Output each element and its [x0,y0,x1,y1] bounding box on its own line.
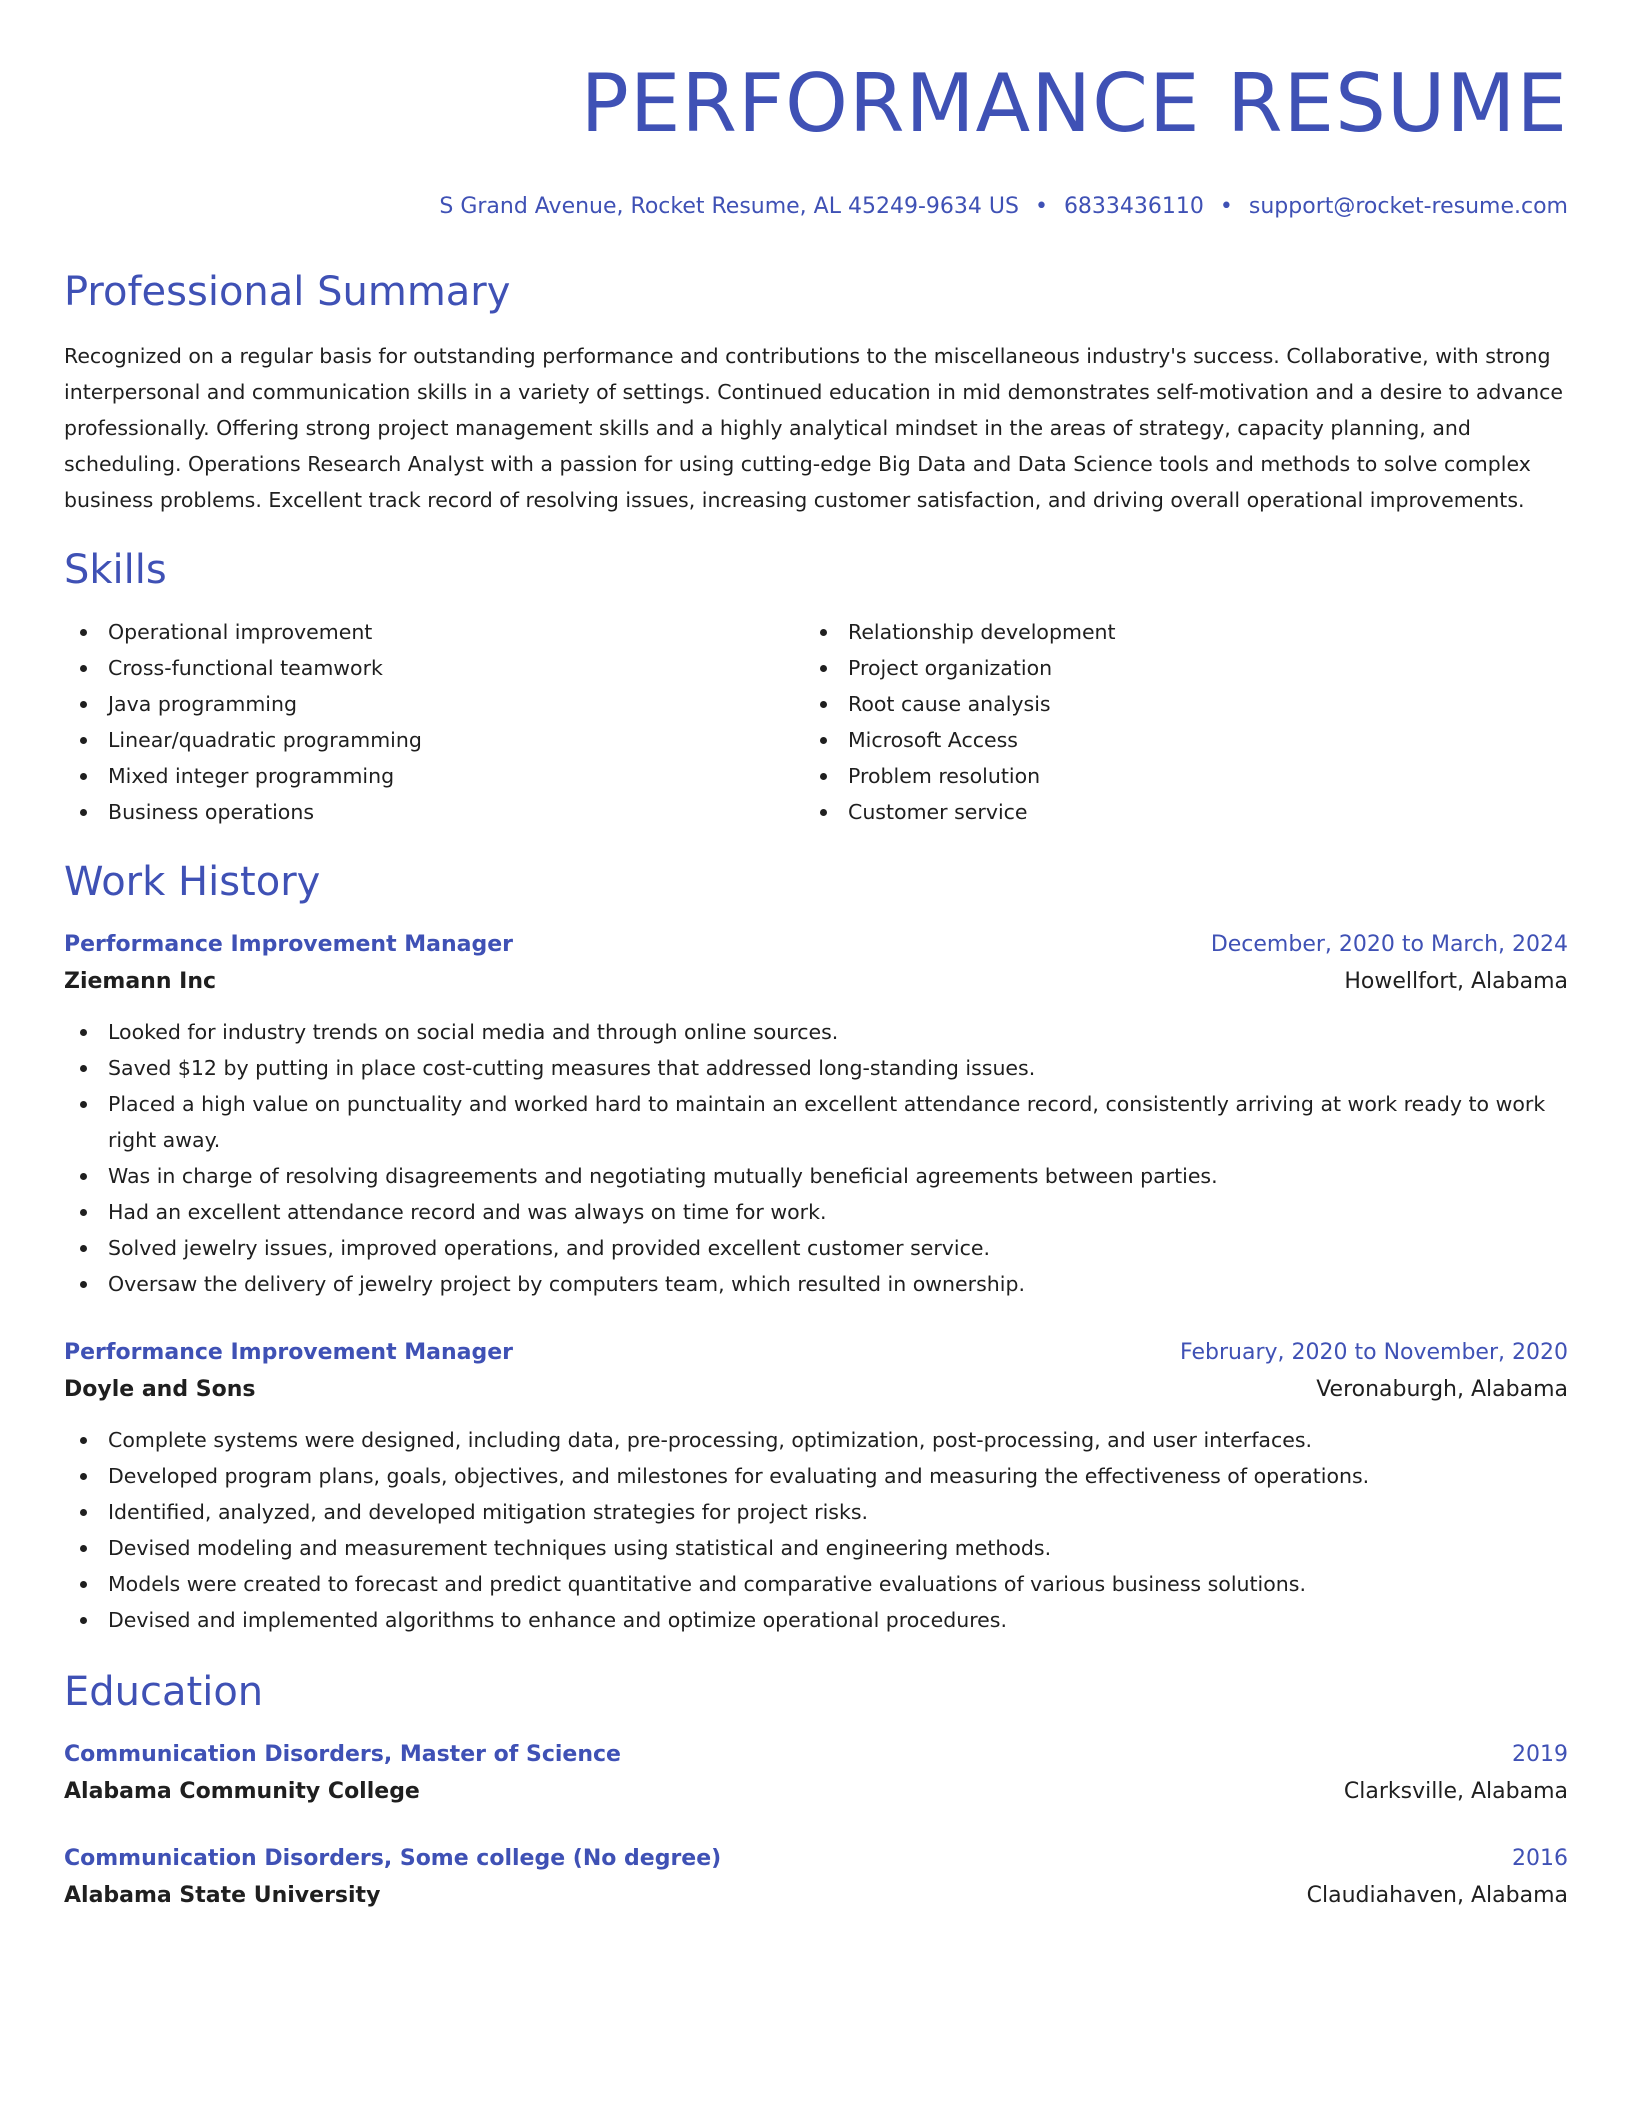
skill-item: Linear/quadratic programming [64,722,804,758]
skill-item: Operational improvement [64,614,804,650]
contact-line [64,192,1568,222]
skill-item: Problem resolution [804,758,1544,794]
job-title: Performance Improvement Manager [64,1340,514,1365]
education-entry [64,1738,1568,1812]
education-heading: Education [64,1669,264,1715]
summary-text: Recognized on a regular basis for outstanding performance and contributions to the miscellaneous industry's success. Collaborative, with strong interpersonal and communication skills in a variety of settings. Continued education in mid demonstrates self-motivation and a desire to advance professionally. Offering strong project management skills and a highly analytical mindset in the areas of strategy, capacity planning, and scheduling. Operations Research Analyst with a passion for using cutting-edge Big Data and Data Science tools and methods to solve complex business problems. Excellent track record of resolving issues, increasing customer satisfaction, and driving overall operational improvements. [64,344,1563,512]
skill-item: Microsoft Access [804,722,1544,758]
job-location: Veronaburgh, Alabama [1316,1377,1568,1402]
work-history-heading: Work History [64,859,321,905]
job-entry [64,928,1568,1302]
skill-item: Customer service [804,794,1544,830]
summary-heading: Professional Summary [64,269,511,315]
education-location: Claudiahaven, Alabama [1306,1883,1568,1908]
job-header-row [64,928,1568,962]
job-bullet: Had an excellent attendance record and was always on time for work. [64,1194,1568,1230]
job-bullet: Identified, analyzed, and developed mitigation strategies for project risks. [64,1494,1568,1530]
education-location: Clarksville, Alabama [1343,1779,1568,1804]
contact-address: S Grand Avenue, Rocket Resume, AL 45249-9634 US [439,194,1019,219]
education-header-row [64,1738,1568,1772]
skill-item: Java programming [64,686,804,722]
job-bullet: Devised and implemented algorithms to enhance and optimize operational procedures. [64,1602,1568,1638]
job-company-row [64,1370,1568,1410]
job-bullet: Models were created to forecast and predict quantitative and comparative evaluations of various business solutions. [64,1566,1568,1602]
job-bullets [64,1422,1568,1638]
skill-item: Project organization [804,650,1544,686]
job-location: Howellfort, Alabama [1344,969,1568,994]
education-school-row [64,1876,1568,1916]
skills-list-left [64,614,804,830]
skills-list-right [804,614,1544,830]
job-entry [64,1336,1568,1638]
education-school-row [64,1772,1568,1812]
job-company: Doyle and Sons [64,1377,256,1402]
skills-columns [64,614,1568,830]
job-bullets [64,1014,1568,1302]
skill-item: Cross-functional teamwork [64,650,804,686]
job-company: Ziemann Inc [64,969,217,994]
skill-item: Root cause analysis [804,686,1544,722]
skill-item: Relationship development [804,614,1544,650]
skill-item: Business operations [64,794,804,830]
job-bullet: Solved jewelry issues, improved operations, and provided excellent customer service. [64,1230,1568,1266]
job-bullet: Complete systems were designed, including data, pre-processing, optimization, post-processing, and user interfaces. [64,1422,1568,1458]
contact-separator: • [1219,194,1233,219]
education-year: 2019 [1512,1742,1568,1767]
education-school: Alabama Community College [64,1779,420,1804]
job-company-row [64,962,1568,1002]
job-bullet: Was in charge of resolving disagreements and negotiating mutually beneficial agreements between parties. [64,1158,1568,1194]
skill-item: Mixed integer programming [64,758,804,794]
resume-name: PERFORMANCE RESUME [580,57,1568,150]
education-entry [64,1842,1568,1916]
job-bullet: Placed a high value on punctuality and worked hard to maintain an excellent attendance record, consistently arriving at work ready to work right away. [64,1086,1568,1158]
education-degree: Communication Disorders, Some college (No degree) [64,1846,722,1871]
job-bullet: Looked for industry trends on social media and through online sources. [64,1014,1568,1050]
job-title: Performance Improvement Manager [64,932,514,957]
education-degree: Communication Disorders, Master of Science [64,1742,621,1767]
job-header-row [64,1336,1568,1370]
education-year: 2016 [1512,1846,1568,1871]
job-bullet: Oversaw the delivery of jewelry project by computers team, which resulted in ownership. [64,1266,1568,1302]
education-header-row [64,1842,1568,1876]
skills-heading: Skills [64,547,167,593]
job-dates: February, 2020 to November, 2020 [1180,1340,1568,1365]
job-dates: December, 2020 to March, 2024 [1210,932,1568,957]
job-bullet: Developed program plans, goals, objectives, and milestones for evaluating and measuring the effectiveness of operations. [64,1458,1568,1494]
job-bullet: Devised modeling and measurement techniques using statistical and engineering methods. [64,1530,1568,1566]
contact-separator: • [1034,194,1048,219]
contact-phone: 6833436110 [1063,194,1204,219]
job-bullet: Saved $12 by putting in place cost-cutting measures that addressed long-standing issues. [64,1050,1568,1086]
education-school: Alabama State University [64,1883,381,1908]
contact-email: support@rocket-resume.com [1248,194,1568,219]
